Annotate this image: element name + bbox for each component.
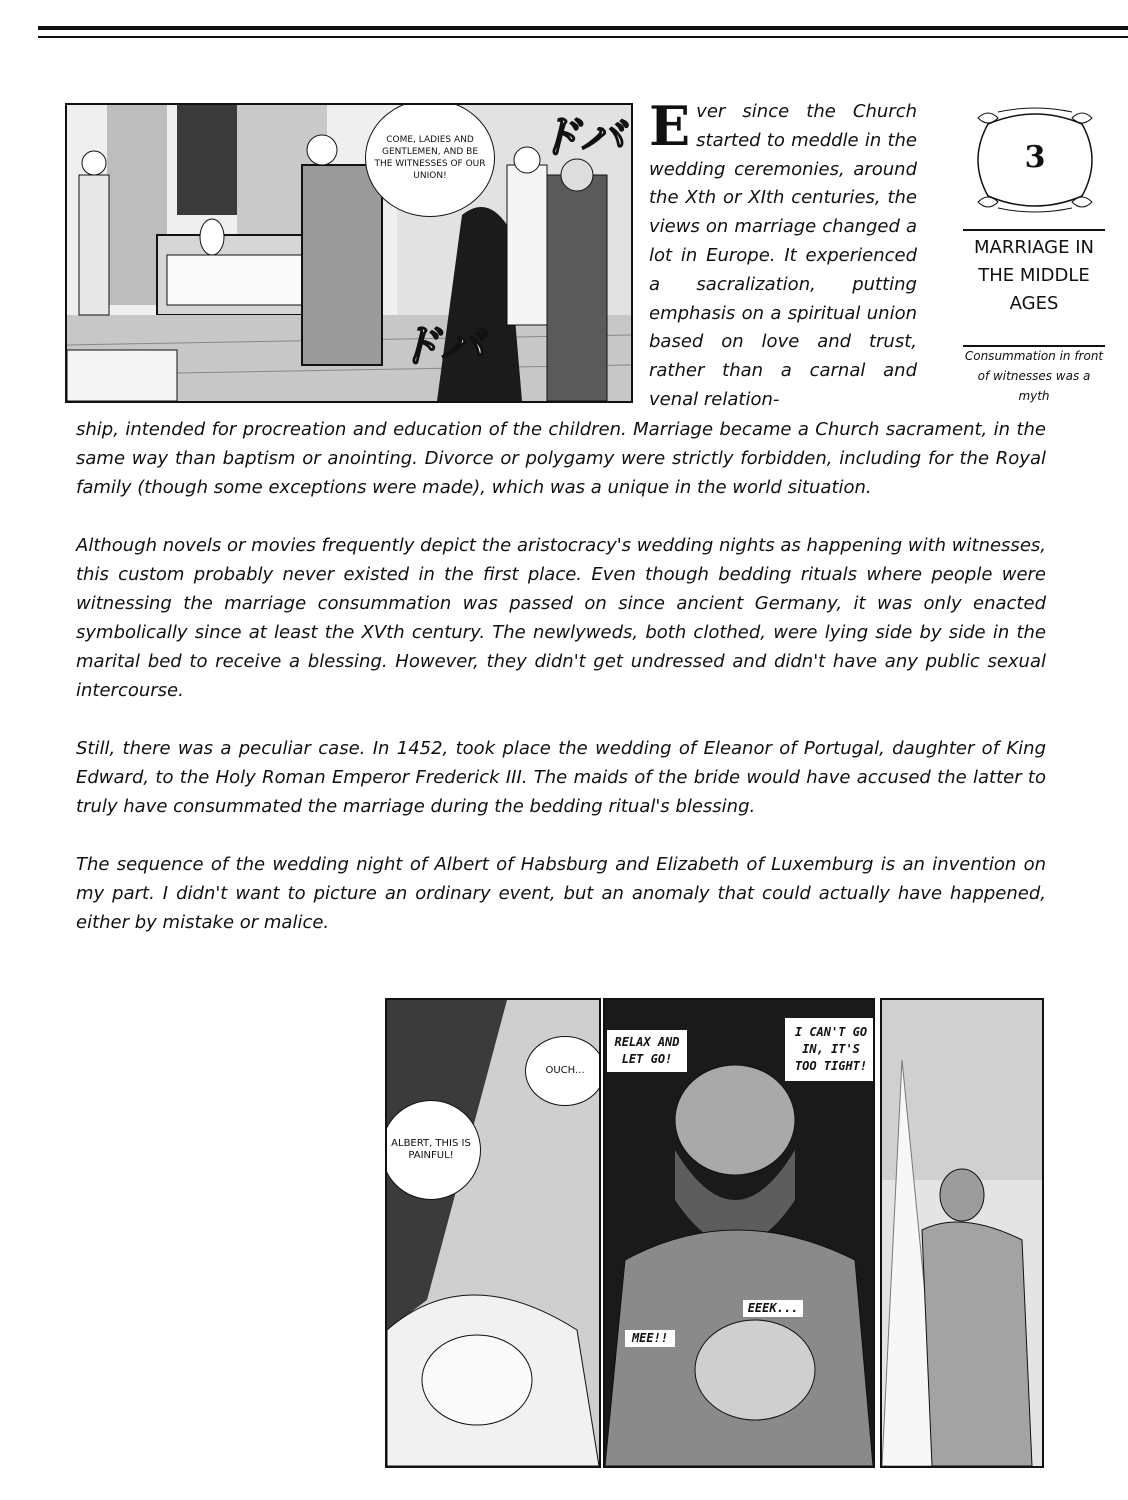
speech-cant-go-in: I CAN'T GO IN, IT'S TOO TIGHT!	[785, 1018, 875, 1081]
sound-effect-mid: ドバ	[397, 321, 485, 372]
manga-panel-bride	[385, 998, 601, 1468]
maid-illustration	[882, 1000, 1042, 1466]
speech-bubble-painful: ALBERT, THIS IS PAINFUL!	[385, 1100, 481, 1200]
intro-text: ver since the Church started to meddle in the wedding ceremonies, around the Xth or XIth centuries, the views on marriage changed a lot in Europe. It experienced a sacralization, putting emphasis on a spiritual union based on love and trust, rather than a carnal and venal relation-	[649, 101, 917, 410]
manga-panel-albert	[603, 998, 875, 1468]
paragraph-3: Still, there was a peculiar case. In 1452, took place the wedding of Eleanor of Portugal, daughter of King Edward, to the Holy Roman Emperor Frederick III. The maids of the bride would have accused the latter to truly have consummated the marriage during the bedding ritual's blessing.	[76, 738, 1046, 817]
header-rule-thick	[38, 26, 1128, 30]
speech-bubble-ouch: OUCH...	[525, 1036, 601, 1106]
sound-mee: MEE!!	[625, 1330, 675, 1347]
badge-rule-top	[963, 229, 1105, 231]
paragraph-4: The sequence of the wedding night of Albert of Habsburg and Elizabeth of Luxemburg is an invention on my part. I didn't want to picture an ordinary event, but an anomaly that could actually have happened, either by mistake or malice.	[76, 854, 1046, 933]
sound-eeek: EEEK...	[743, 1300, 803, 1317]
speech-bubble-invite: COME, LADIES AND GENTLEMEN, AND BE THE WITNESSES OF OUR UNION!	[365, 103, 495, 217]
manga-panel-maid	[880, 998, 1044, 1468]
chapter-number: 3	[1024, 140, 1046, 175]
drop-cap: E	[649, 94, 691, 158]
paragraph-1: ship, intended for procreation and education of the children. Marriage became a Church sacrament, in the same way than baptism or anointing. Divorce or polygamy were strictly forbidden, including for the Royal family (though some exceptions were made), which was a unique in the world situation.	[76, 419, 1046, 498]
speech-relax: RELAX AND LET GO!	[607, 1030, 687, 1072]
sound-effect-top: ドバ	[537, 112, 625, 163]
chapter-title: MARRIAGE IN THE MIDDLE AGES	[974, 237, 1094, 314]
chapter-subtitle: Consummation in front of witnesses was a myth	[964, 349, 1104, 403]
manga-panel-wedding-hall	[65, 103, 633, 403]
header-rule-thin	[38, 36, 1128, 38]
paragraph-2: Although novels or movies frequently depict the aristocracy's wedding nights as happening with witnesses, this custom probably never existed in the first place. Even though bedding rituals where people were witnessing the marriage consummation was passed on since ancient Germany, it was only enacted symbolically since at least the XVth century. The newlyweds, both clothed, were lying side by side in the marital bed to receive a blessing. However, they didn't get undressed and didn't have any public sexual intercourse.	[76, 535, 1046, 701]
article-body	[76, 415, 1046, 966]
intro-paragraph	[649, 94, 917, 415]
